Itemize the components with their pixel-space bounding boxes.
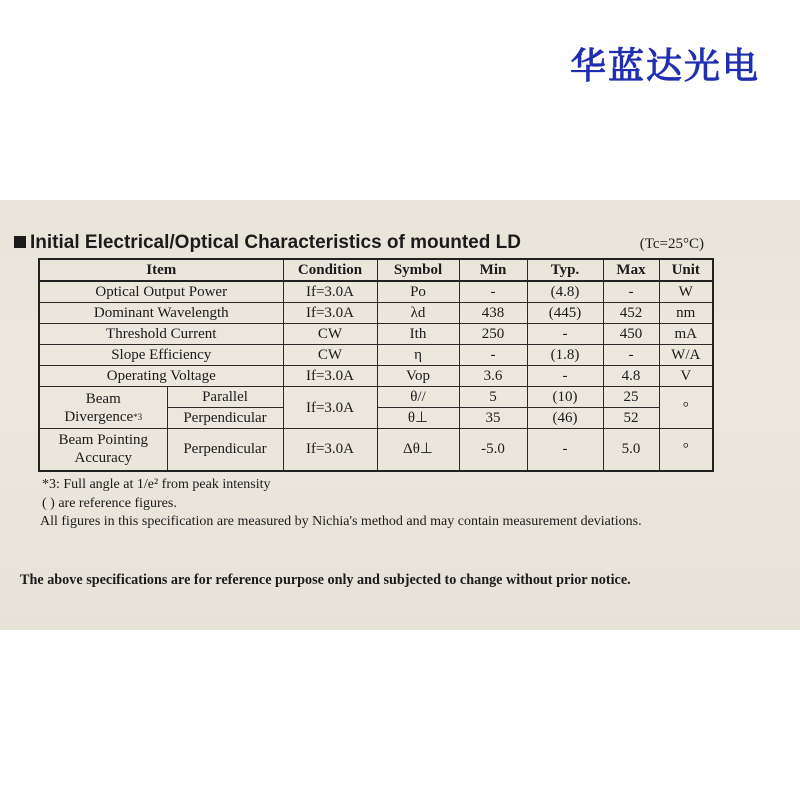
row-item-beam-divergence	[39, 387, 167, 429]
row-symbol: η	[377, 345, 459, 366]
row-min: -	[459, 281, 527, 303]
row-condition: If=3.0A	[283, 366, 377, 387]
row-condition: If=3.0A	[283, 303, 377, 324]
row-typ: (10)	[527, 387, 603, 408]
row-typ: -	[527, 366, 603, 387]
row-max: 5.0	[603, 429, 659, 471]
table-row	[39, 281, 713, 303]
row-subitem: Parallel	[167, 387, 283, 408]
row-max: 4.8	[603, 366, 659, 387]
row-condition: If=3.0A	[283, 387, 377, 429]
table-row	[39, 303, 713, 324]
section-heading-text: Initial Electrical/Optical Characteristics of mounted LD	[30, 232, 521, 253]
disclaimer: The above specifications are for reference purpose only and subjected to change without prior notice.	[20, 572, 631, 588]
row-unit: nm	[659, 303, 713, 324]
footnote-reference: ( ) are reference figures.	[42, 495, 177, 511]
row-symbol: Po	[377, 281, 459, 303]
row-condition: If=3.0A	[283, 281, 377, 303]
item-line2: Accuracy	[74, 450, 132, 467]
row-unit: W/A	[659, 345, 713, 366]
footnote-ref: *3	[133, 411, 143, 422]
row-min: -	[459, 345, 527, 366]
footnote-3: *3: Full angle at 1/e² from peak intensity	[42, 477, 271, 492]
row-typ: -	[527, 324, 603, 345]
header-unit: Unit	[659, 259, 713, 281]
footnotes	[42, 476, 782, 532]
section-heading-row	[14, 232, 704, 254]
item-line1: Beam	[85, 390, 121, 407]
row-min: 35	[459, 408, 527, 429]
row-typ: (1.8)	[527, 345, 603, 366]
row-unit: W	[659, 281, 713, 303]
row-min: -5.0	[459, 429, 527, 471]
row-symbol: θ⊥	[377, 408, 459, 429]
table-row	[39, 366, 713, 387]
row-unit: °	[659, 429, 713, 471]
row-unit: V	[659, 366, 713, 387]
row-symbol: Vop	[377, 366, 459, 387]
row-unit: mA	[659, 324, 713, 345]
row-max: 25	[603, 387, 659, 408]
header-min: Min	[459, 259, 527, 281]
row-item-beam-pointing	[39, 429, 167, 471]
header-item: Item	[39, 259, 283, 281]
bullet-square-icon	[14, 236, 26, 248]
row-min: 250	[459, 324, 527, 345]
row-symbol: Ith	[377, 324, 459, 345]
table-row	[39, 324, 713, 345]
row-min: 3.6	[459, 366, 527, 387]
item-line2: Divergence	[64, 408, 134, 425]
row-item: Slope Efficiency	[39, 345, 283, 366]
row-max: -	[603, 281, 659, 303]
header-condition: Condition	[283, 259, 377, 281]
table-row	[39, 345, 713, 366]
row-subitem: Perpendicular	[167, 408, 283, 429]
section-heading	[14, 232, 521, 254]
header-symbol: Symbol	[377, 259, 459, 281]
row-max: 452	[603, 303, 659, 324]
footnote-measurement: All figures in this specification are measured by Nichia's method and may contain measurement deviations.	[40, 514, 642, 529]
row-typ: (445)	[527, 303, 603, 324]
row-symbol: θ//	[377, 387, 459, 408]
table-row	[39, 429, 713, 471]
row-condition: CW	[283, 324, 377, 345]
row-min: 438	[459, 303, 527, 324]
temperature-condition: (Tc=25°C)	[639, 236, 704, 252]
brand-logo-text: 华蓝达光电	[569, 46, 760, 87]
item-line1: Beam Pointing	[58, 432, 149, 449]
row-max: 52	[603, 408, 659, 429]
header-max: Max	[603, 259, 659, 281]
row-typ: -	[527, 429, 603, 471]
row-item: Optical Output Power	[39, 281, 283, 303]
table-row	[39, 387, 713, 408]
row-typ: (4.8)	[527, 281, 603, 303]
characteristics-table	[38, 258, 714, 472]
row-symbol: Δθ⊥	[377, 429, 459, 471]
row-item: Operating Voltage	[39, 366, 283, 387]
row-typ: (46)	[527, 408, 603, 429]
row-item: Dominant Wavelength	[39, 303, 283, 324]
row-symbol: λd	[377, 303, 459, 324]
row-min: 5	[459, 387, 527, 408]
row-condition: CW	[283, 345, 377, 366]
row-unit: °	[659, 387, 713, 429]
row-max: -	[603, 345, 659, 366]
row-item: Threshold Current	[39, 324, 283, 345]
row-subitem: Perpendicular	[167, 429, 283, 471]
header-typ: Typ.	[527, 259, 603, 281]
row-condition: If=3.0A	[283, 429, 377, 471]
table-header-row	[39, 259, 713, 281]
row-max: 450	[603, 324, 659, 345]
